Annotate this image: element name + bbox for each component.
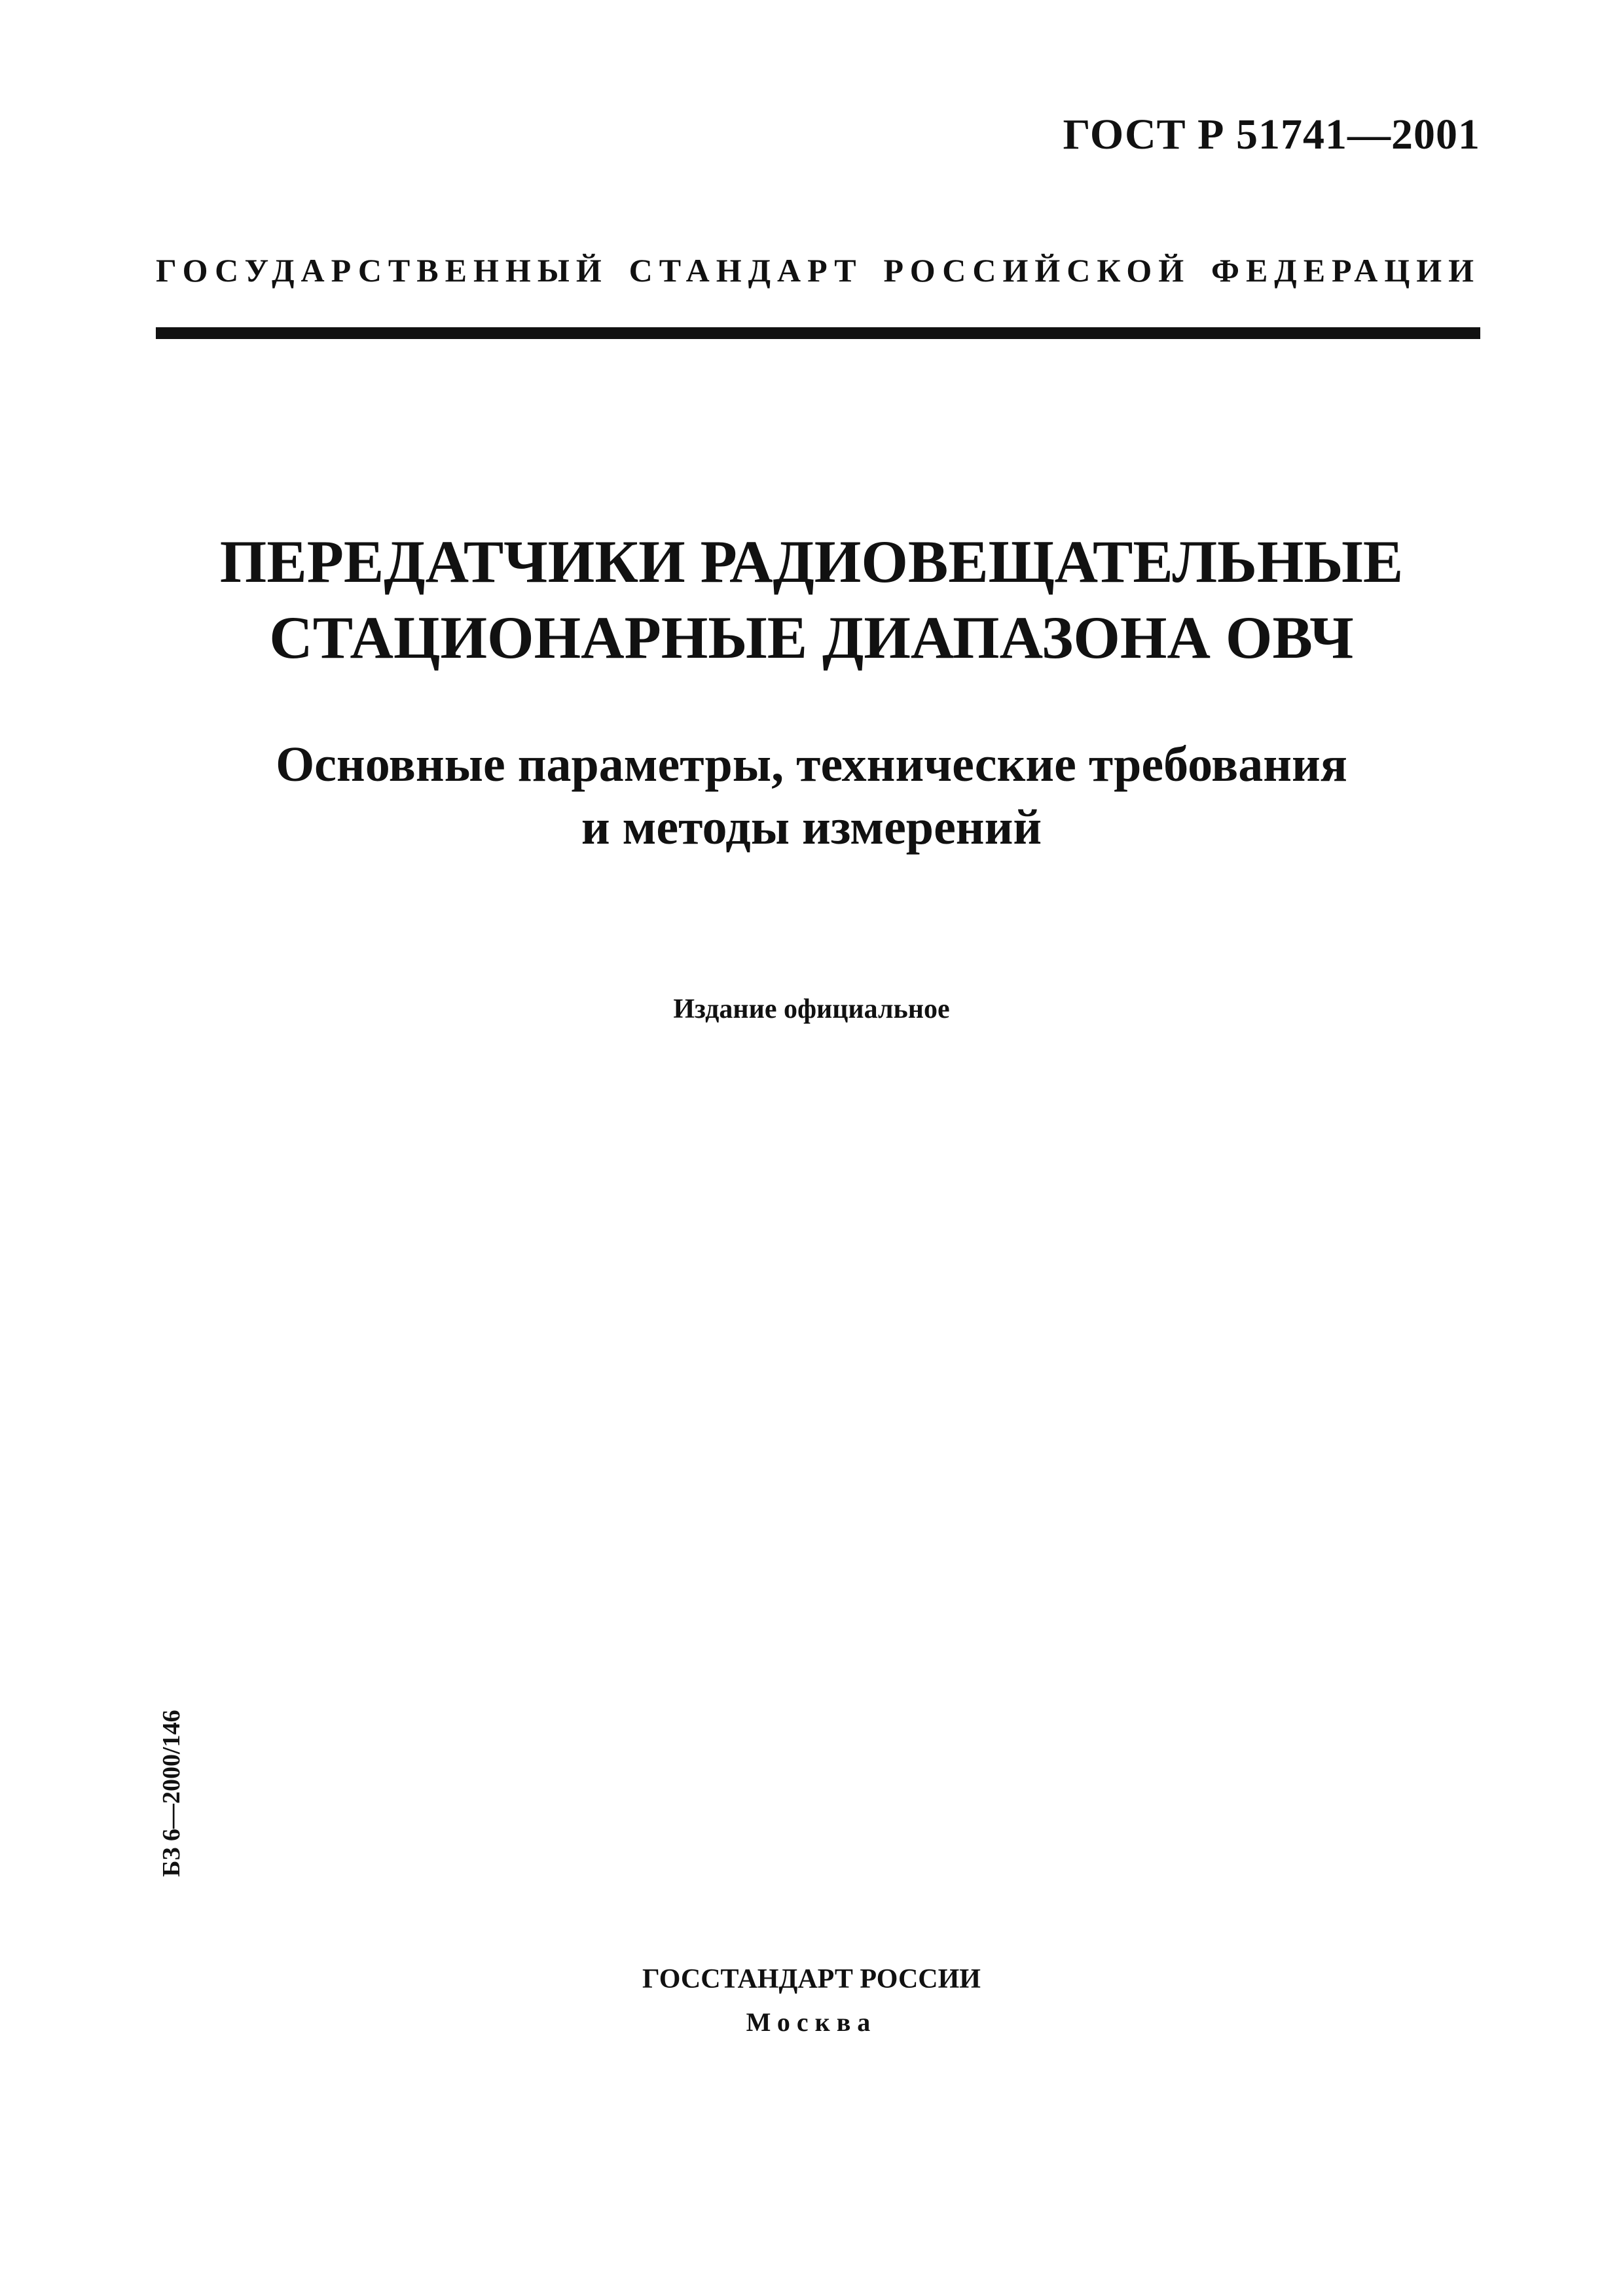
edition-label: Издание официальное [673, 994, 950, 1024]
subtitle-line-2: и методы измерений [581, 800, 1042, 855]
document-title [0, 524, 1623, 675]
standard-header: ГОСУДАРСТВЕННЫЙ СТАНДАРТ РОССИЙСКОЙ ФЕДЕРАЦИИ [156, 252, 1480, 289]
side-code-text: БЗ 6—2000/146 [158, 1710, 185, 1877]
publisher-city: Москва [746, 2007, 877, 2037]
document-subtitle [0, 733, 1623, 859]
publisher: ГОССТАНДАРТ РОССИИ [642, 1964, 981, 1994]
title-line-2: СТАЦИОНАРНЫЕ ДИАПАЗОНА ОВЧ [269, 604, 1354, 671]
header-divider [156, 327, 1480, 339]
document-number: ГОСТ Р 51741—2001 [1063, 111, 1480, 158]
title-line-1: ПЕРЕДАТЧИКИ РАДИОВЕЩАТЕЛЬНЫЕ [219, 528, 1404, 595]
side-code [157, 1695, 186, 1892]
subtitle-line-1: Основные параметры, технические требования [276, 737, 1347, 792]
